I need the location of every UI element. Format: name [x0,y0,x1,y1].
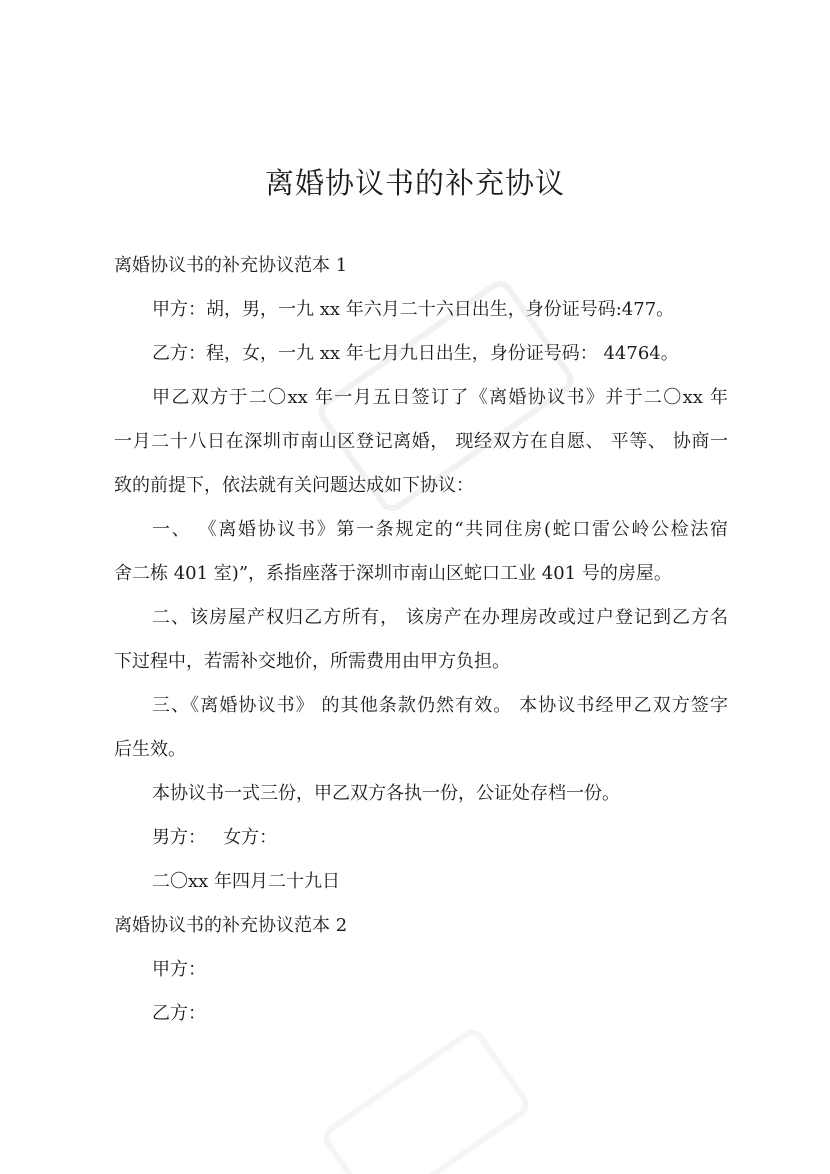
sample1-intro-line-3: 致的前提下，依法就有关问题达成如下协议： [114,475,474,496]
sample1-clause1-line-1: 一、 《离婚协议书》第一条规定的“共同住房(蛇口雷公岭公检法宿 [152,519,728,540]
sample2-heading: 离婚协议书的补充协议范本 2 [114,915,348,936]
sample1-date: 二〇xx 年四月二十九日 [152,871,341,892]
sample1-clause1-line-2: 舍二栋 401 室)”，系指座落于深圳市南山区蛇口工业 401 号的房屋。 [114,563,672,584]
sample1-clause3-line-1: 三、《离婚协议书》 的其他条款仍然有效。 本协议书经甲乙双方签字 [152,695,728,716]
watermark-stamp-lower [318,1024,534,1174]
sample1-signatures: 男方： 女方： [152,827,278,848]
sample1-intro-line-2: 一月二十八日在深圳市南山区登记离婚， 现经双方在自愿、 平等、 协商一 [114,431,728,452]
sample2-party-b: 乙方： [152,1003,206,1024]
sample1-party-b: 乙方：程，女，一九 xx 年七月九日出生，身份证号码： 44764。 [152,343,679,364]
sample1-party-a: 甲方：胡，男，一九 xx 年六月二十六日出生，身份证号码:477。 [152,299,675,320]
document-title: 离婚协议书的补充协议 [264,166,565,200]
sample1-clause2-line-1: 二、该房屋产权归乙方所有， 该房产在办理房改或过户登记到乙方名 [152,607,728,628]
sample1-heading: 离婚协议书的补充协议范本 1 [114,255,348,276]
sample2-party-a: 甲方： [152,959,206,980]
sample1-clause2-line-2: 下过程中，若需补交地价，所需费用由甲方负担。 [114,651,510,672]
sample1-intro-line-1: 甲乙双方于二〇xx 年一月五日签订了《离婚协议书》并于二〇xx 年 [152,387,728,408]
sample1-clause3-line-2: 后生效。 [114,739,186,760]
sample1-copies: 本协议书一式三份，甲乙双方各执一份，公证处存档一份。 [152,783,620,804]
